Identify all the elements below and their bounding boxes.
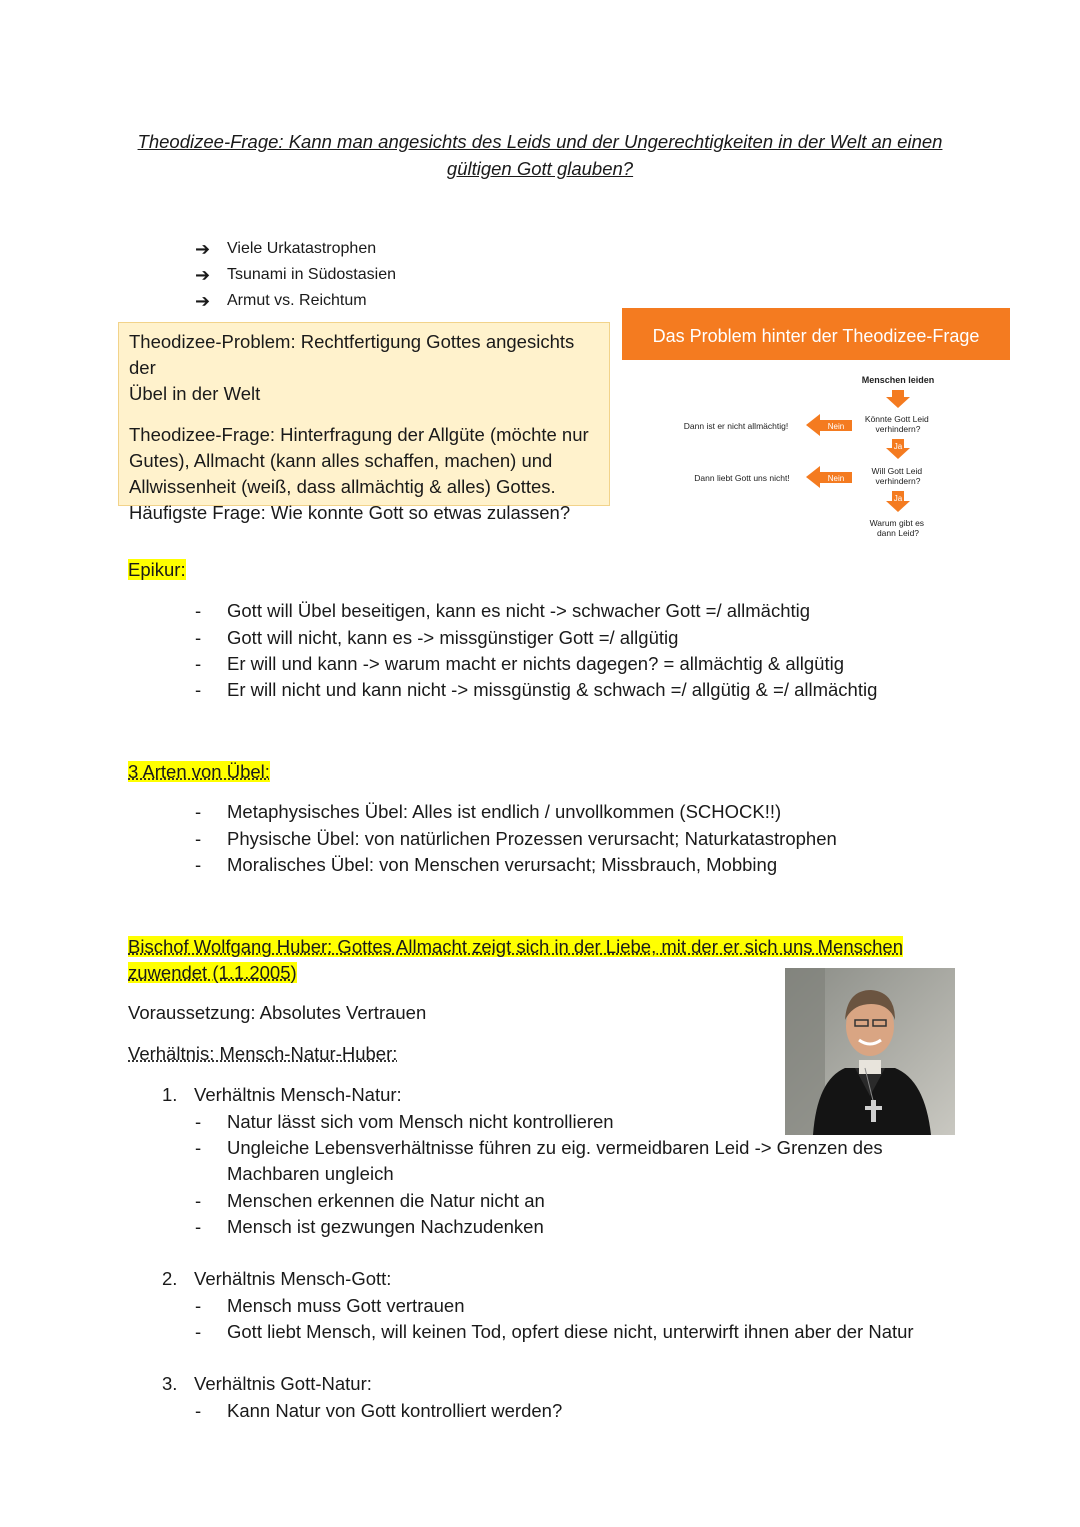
huber-quote-line-1: Bischof Wolfgang Huber: Gottes Allmacht zeigt sich in der Liebe, mit der er sich uns Menschen	[128, 936, 903, 957]
relation-section-2: 2. Verhältnis Mensch-Gott: - Mensch muss Gott vertrauen - Gott liebt Mensch, will keinen Tod, opfert diese nicht, unterwirft ihnen aber der Natur	[162, 1266, 914, 1345]
section-title: Verhältnis Mensch-Gott:	[194, 1268, 392, 1290]
arrow-right-icon: ➔	[195, 264, 211, 285]
list-item: - Mensch ist gezwungen Nachzudenken	[195, 1216, 544, 1238]
list-item: - Mensch muss Gott vertrauen	[195, 1294, 465, 1316]
diagram-no-label-2: Nein	[827, 474, 845, 483]
diagram-no-label-1: Nein	[827, 422, 845, 431]
premise: Voraussetzung: Absolutes Vertrauen	[128, 1002, 427, 1023]
diagram-yes-label-2: Ja	[893, 494, 903, 503]
epikur-list	[195, 598, 877, 704]
theodicy-diagram	[622, 308, 1010, 548]
list-item: - Gott liebt Mensch, will keinen Tod, opfert diese nicht, unterwirft ihnen aber der Natur	[195, 1320, 914, 1342]
definition-box	[118, 322, 610, 523]
list-item-continuation: Machbaren ungleich	[227, 1163, 394, 1185]
list-item: - Moralisches Übel: von Menschen verursacht; Missbrauch, Mobbing	[195, 853, 778, 875]
theodicy-problem-definition: Theodizee-Problem: Rechtfertigung Gottes angesichts der Übel in der Welt	[129, 331, 575, 404]
list-item: - Kann Natur von Gott kontrolliert werden?	[195, 1399, 563, 1421]
arrow-right-icon: ➔	[195, 290, 211, 311]
list-item: ➔ Armut vs. Reichtum	[195, 290, 367, 311]
diagram-question-1: Könnte Gott Leid verhindern?	[864, 414, 929, 434]
page-title	[100, 128, 980, 182]
arrow-down-icon	[886, 390, 910, 408]
list-item: ➔ Tsunami in Südostasien	[195, 264, 396, 285]
huber-quote-line-2: zuwendet (1.1.2005)	[128, 962, 297, 983]
evil-types-list	[195, 799, 837, 878]
list-item: - Gott will nicht, kann es -> missgünstiger Gott =/ allgütig	[195, 626, 679, 648]
relations-heading: Verhältnis: Mensch-Natur-Huber:	[128, 1043, 398, 1064]
diagram-question-2: Will Gott Leid verhindern?	[871, 466, 923, 486]
title-line-2: gültigen Gott glauben?	[446, 158, 634, 179]
list-item: - Natur lässt sich vom Mensch nicht kontrollieren	[195, 1110, 614, 1132]
relation-section-3: 3. Verhältnis Gott-Natur: - Kann Natur von Gott kontrolliert werden?	[162, 1371, 562, 1424]
diagram-header: Das Problem hinter der Theodizee-Frage	[652, 326, 980, 346]
arrow-right-icon: ➔	[195, 238, 211, 259]
diagram-start: Menschen leiden	[861, 375, 935, 385]
list-item: - Menschen erkennen die Natur nicht an	[195, 1189, 545, 1211]
list-item: - Physische Übel: von natürlichen Prozessen verursacht; Naturkatastrophen	[195, 827, 837, 849]
diagram-yes-label-1: Ja	[893, 442, 903, 451]
epikur-heading: Epikur:	[128, 559, 186, 580]
list-item: - Er will und kann -> warum macht er nichts dagegen? = allmächtig & allgütig	[195, 652, 844, 674]
diagram-result-2: Dann liebt Gott uns nicht!	[694, 473, 790, 483]
list-item: - Gott will Übel beseitigen, kann es nicht -> schwacher Gott =/ allmächtig	[195, 600, 811, 622]
list-item: - Metaphysisches Übel: Alles ist endlich / unvollkommen (SCHOCK!!)	[195, 801, 782, 823]
section-title: Verhältnis Mensch-Natur:	[194, 1084, 402, 1106]
evil-types-heading: 3 Arten von Übel:	[128, 761, 270, 782]
title-line-1: Theodizee-Frage: Kann man angesichts des Leids und der Ungerechtigkeiten in der Welt an einen	[137, 131, 943, 152]
examples-list	[195, 236, 396, 314]
diagram-result-1: Dann ist er nicht allmächtig!	[683, 421, 789, 431]
diagram-end: Warum gibt es dann Leid?	[869, 518, 925, 538]
list-item: - Er will nicht und kann nicht -> missgünstig & schwach =/ allgütig & =/ allmächtig	[195, 679, 878, 701]
relation-section-1: 1. Verhältnis Mensch-Natur: - Natur lässt sich vom Mensch nicht kontrollieren - Ungleiche Lebensverhältnisse führen zu eig. vermeidbaren Leid -> Grenzen des Machbaren ungleich - Menschen erkennen die Natur nicht an - Mensch ist gezwungen Nachzudenken	[162, 1082, 883, 1240]
list-item: - Ungleiche Lebensverhältnisse führen zu eig. vermeidbaren Leid -> Grenzen des	[195, 1136, 883, 1158]
theodicy-question-definition: Theodizee-Frage: Hinterfragung der Allgüte (möchte nur Gutes), Allmacht (kann alles schaffen, machen) und Allwissenheit (weiß, dass allmächtig & alles) Gottes. Häufigste Frage: Wie konnte Gott so etwas zulassen?	[129, 424, 589, 523]
section-title: Verhältnis Gott-Natur:	[194, 1373, 372, 1395]
list-item: ➔ Viele Urkatastrophen	[195, 238, 377, 259]
